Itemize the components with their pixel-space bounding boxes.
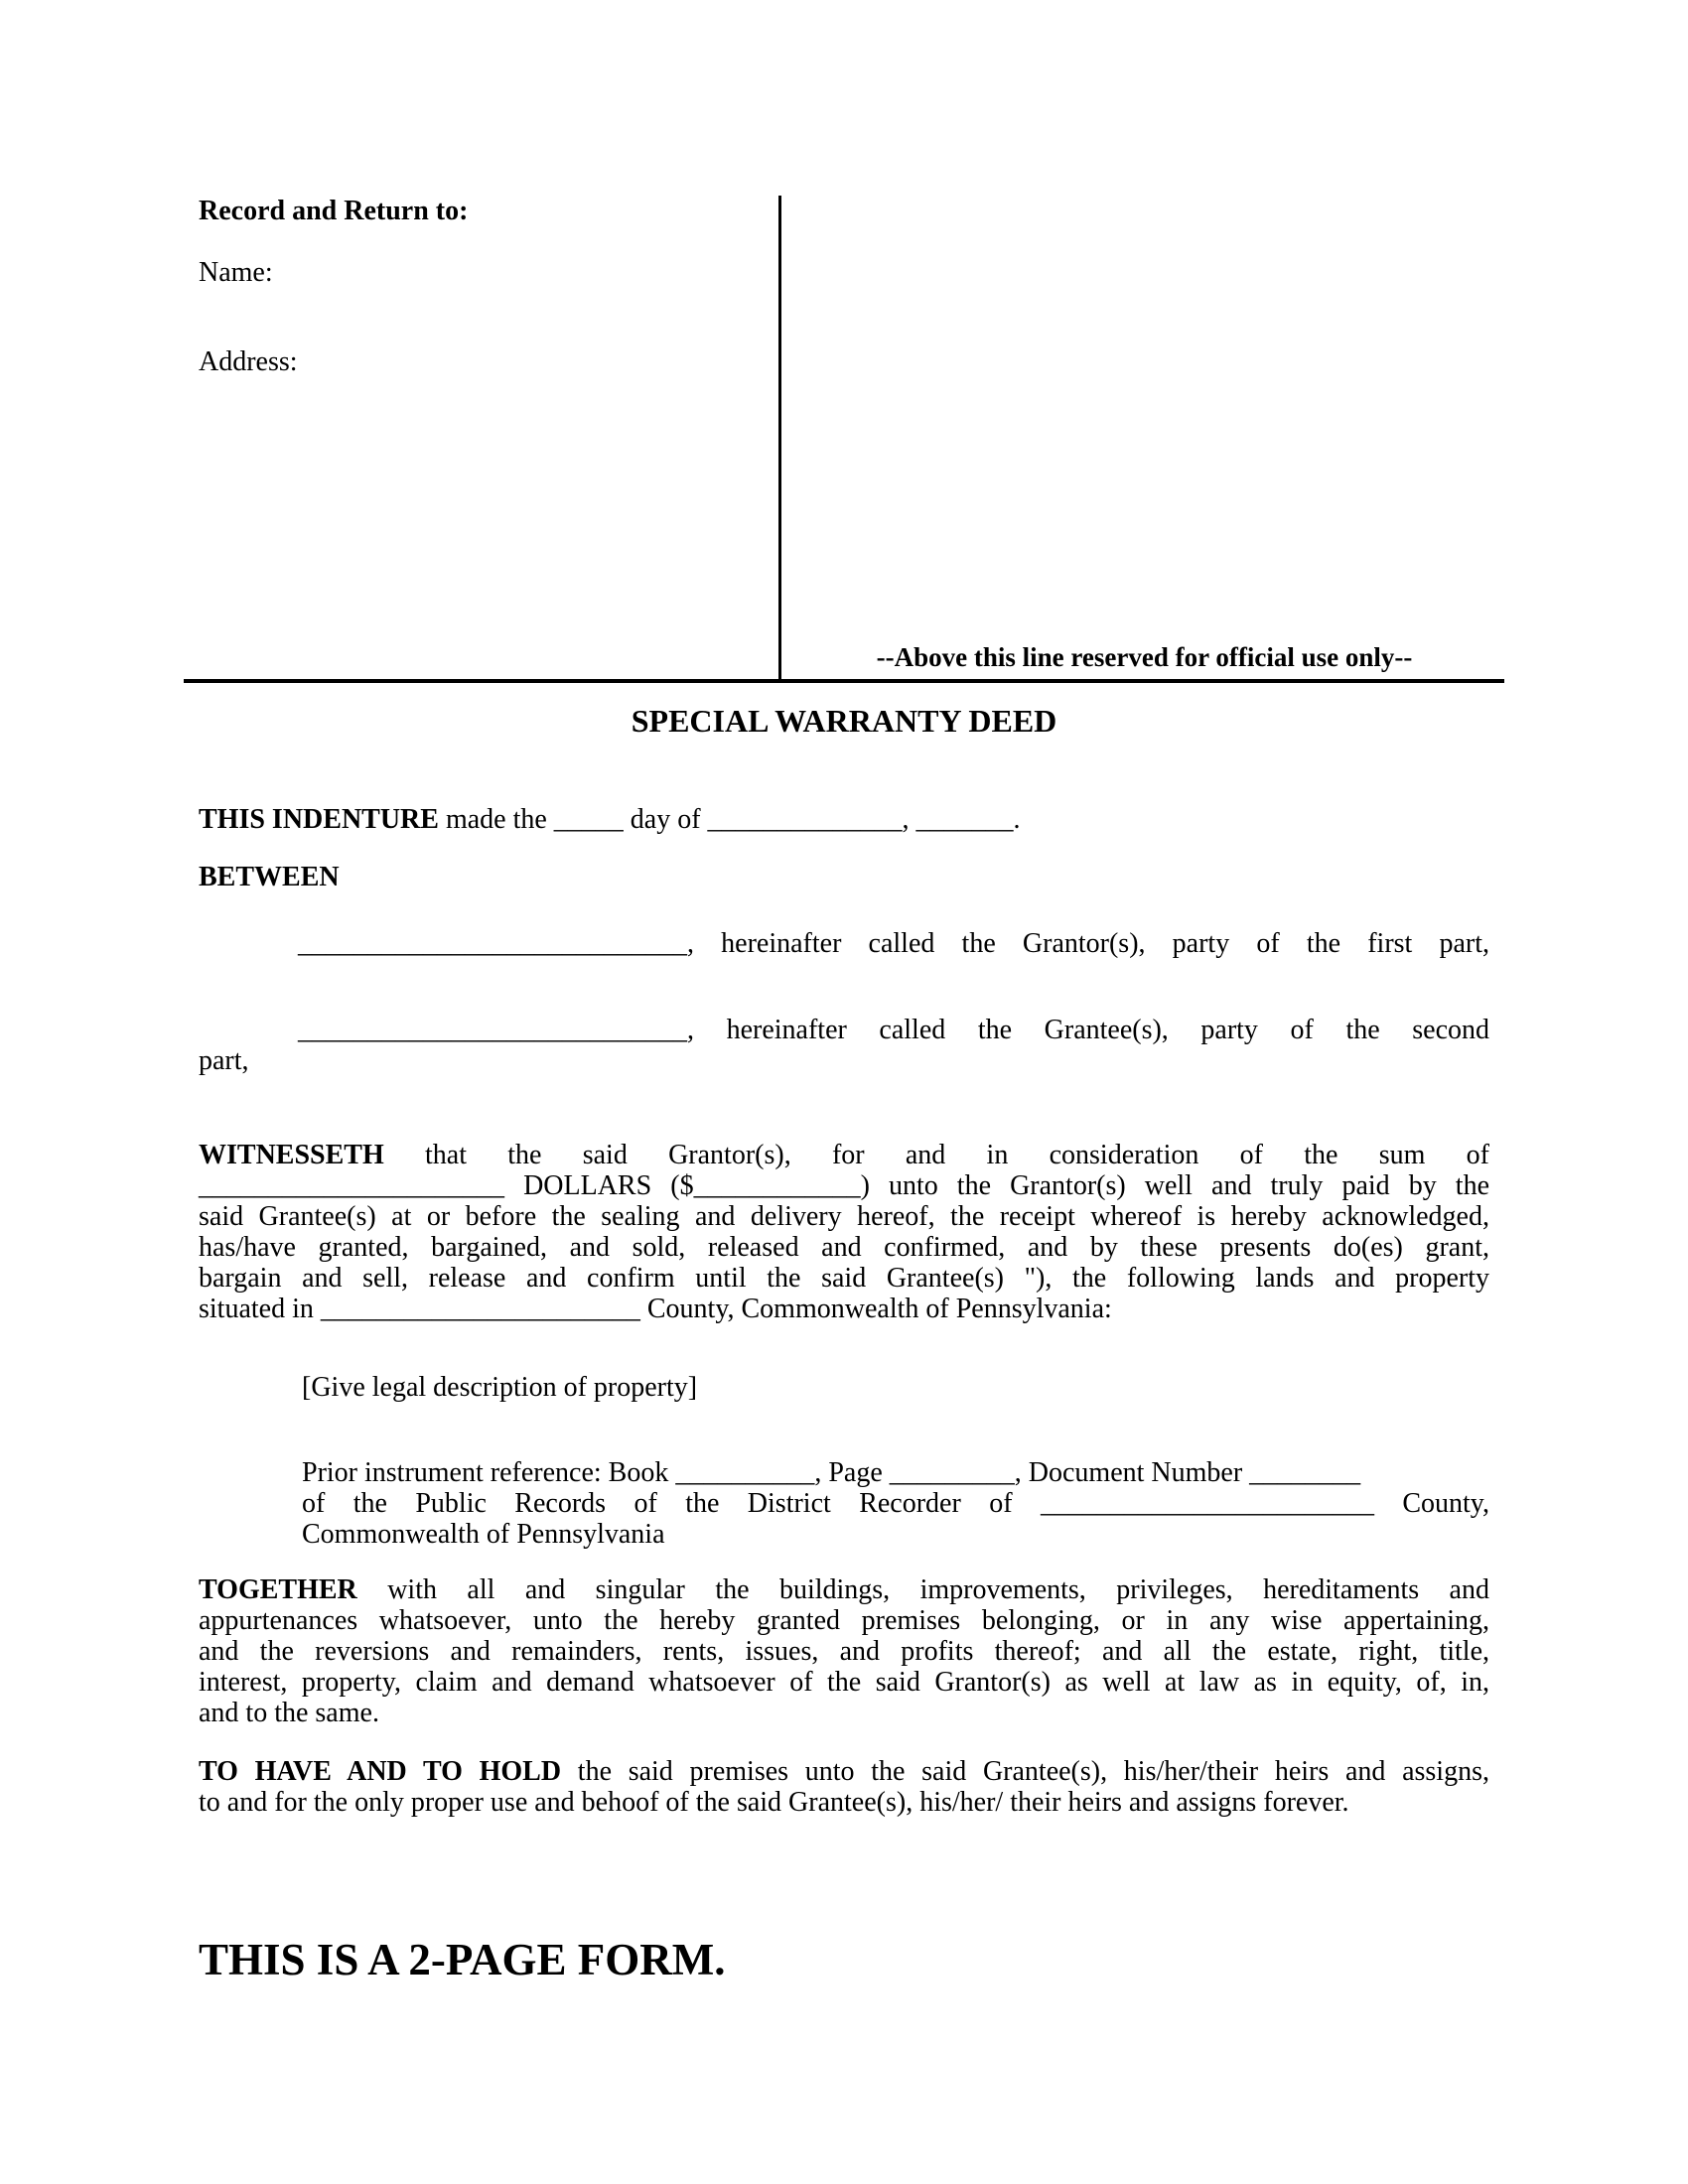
witnesseth-line-4: has/have granted, bargained, and sold, released and confirmed, and by these presents do(es) grant,: [199, 1232, 1489, 1263]
prior-instrument-line-3: Commonwealth of Pennsylvania: [302, 1519, 665, 1550]
two-page-form-notice: THIS IS A 2-PAGE FORM.: [199, 1935, 726, 1984]
grantee-line-2: part,: [199, 1045, 249, 1076]
witnesseth-line-5: bargain and sell, release and confirm until the said Grantee(s) "), the following lands and property: [199, 1263, 1489, 1294]
to-have-line-2: to and for the only proper use and behoof of the said Grantee(s), his/her/ their heirs and assigns forever.: [199, 1787, 1349, 1818]
indenture-rest: made the _____ day of ______________, _______.: [438, 804, 1021, 835]
to-have-and-hold-paragraph: [199, 1756, 1489, 1818]
record-and-return-label: Record and Return to:: [199, 196, 469, 226]
witnesseth-lead: WITNESSETH: [199, 1140, 384, 1170]
between-label: BETWEEN: [199, 862, 340, 892]
document-title: SPECIAL WARRANTY DEED: [631, 703, 1057, 739]
to-have-lead: TO HAVE AND TO HOLD: [199, 1756, 562, 1787]
witnesseth-line-6: situated in _______________________ County, Commonwealth of Pennsylvania:: [199, 1294, 1112, 1324]
witnesseth-line-2: ______________________ DOLLARS ($____________) unto the Grantor(s) well and truly paid by the: [199, 1170, 1489, 1201]
official-use-notice: --Above this line reserved for official use only--: [876, 642, 1413, 672]
prior-instrument-line-1: Prior instrument reference: Book __________, Page _________, Document Number ________: [302, 1457, 1361, 1488]
together-line-4: interest, property, claim and demand whatsoever of the said Grantor(s) as well at law as in equity, of, in,: [199, 1667, 1489, 1698]
deed-body: [199, 682, 1489, 1984]
indenture-date-line: [199, 804, 1489, 835]
prior-instrument-paragraph: [302, 1457, 1489, 1550]
legal-description-placeholder: [Give legal description of property]: [302, 1372, 698, 1403]
witnesseth-line-3: said Grantee(s) at or before the sealing and delivery hereof, the receipt whereof is hereby acknowledged,: [199, 1201, 1489, 1232]
together-line-2: appurtenances whatsoever, unto the hereby granted premises belonging, or in any wise appertaining,: [199, 1605, 1489, 1636]
together-line-1: TOGETHER with all and singular the buildings, improvements, privileges, hereditaments and: [199, 1574, 1489, 1605]
together-line-3: and the reversions and remainders, rents, issues, and profits thereof; and all the estate, right, title,: [199, 1636, 1489, 1667]
grantor-blank-line: ____________________________, hereinafter called the Grantor(s), party of the first part,: [298, 928, 1489, 959]
together-line-5: and to the same.: [199, 1698, 379, 1728]
to-have-line-1: TO HAVE AND TO HOLD the said premises unto the said Grantee(s), his/her/their heirs and assigns,: [199, 1756, 1489, 1787]
witnesseth-line-1: WITNESSETH that the said Grantor(s), for and in consideration of the sum of: [199, 1140, 1489, 1170]
name-label: Name:: [199, 257, 273, 288]
together-lead: TOGETHER: [199, 1574, 357, 1605]
prior-instrument-line-2: of the Public Records of the District Recorder of ________________________ County,: [302, 1488, 1489, 1519]
grantee-blank-line: ____________________________, hereinafter called the Grantee(s), party of the second: [298, 1015, 1489, 1045]
grantee-paragraph: [199, 1015, 1489, 1076]
address-label: Address:: [199, 346, 298, 377]
witnesseth-paragraph: [199, 1140, 1489, 1324]
indenture-lead: THIS INDENTURE: [199, 804, 439, 835]
header-vertical-divider: [778, 196, 781, 680]
together-paragraph: [199, 1574, 1489, 1728]
